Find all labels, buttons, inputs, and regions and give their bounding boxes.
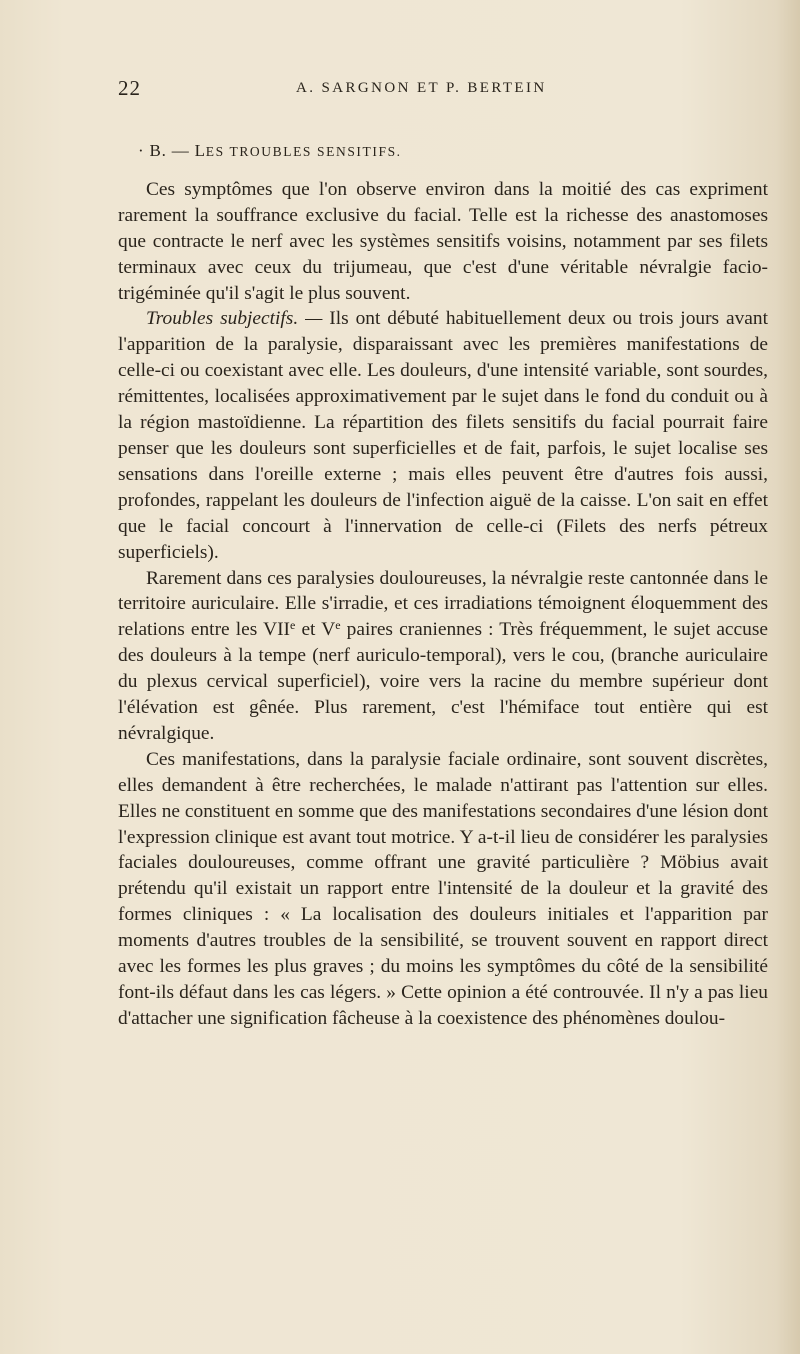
pair-et: et: [301, 619, 316, 641]
paragraph-1: Ces symptômes que l'on observe environ dans la moitié des cas expriment rarement la souffrance exclusive du facial. Telle est la richesse des anastomoses que contracte le nerf avec les systèmes sensitifs voisins, notamment par ses filets terminaux avec ceux du trijumeau, que c'est d'une véritable névralgie facio-trigéminée qu'il s'agit le plus souvent.: [118, 178, 768, 304]
section-title: ES TROUBLES SENSITIFS.: [205, 144, 402, 159]
paragraph-3: [118, 566, 768, 747]
page-body: [118, 138, 768, 1032]
pair-number-2: V: [321, 619, 336, 641]
paragraph-3-rest: paires craniennes : Très fréquemment, le sujet accuse des douleurs à la tempe (nerf auriculo-temporal), vers le cou, (branche auriculaire du plexus cervical superficiel), voire vers la racine du membre supérieur dont l'élévation est gênée. Plus rarement, c'est l'hémiface tout entière qui est névralgique.: [118, 619, 768, 744]
pair-number-1: VII: [263, 619, 290, 641]
running-head: A. SARGNON ET P. BERTEIN: [296, 80, 547, 96]
pair-sup-1: e: [289, 618, 296, 633]
subheading: Troubles subjectifs. —: [146, 308, 323, 330]
page-header: [118, 76, 768, 104]
paragraph-4: Ces manifestations, dans la paralysie faciale ordinaire, sont souvent discrètes, elles demandent à être recherchées, le malade n'attirant pas l'attention sur elles. Elles ne constituent en somme que des manifestations secondaires d'une lésion dont l'expression clinique est avant tout motrice. Y a-t-il lieu de considérer les paralysies faciales douloureuses, comme offrant une gravité particulière ? Möbius avait prétendu qu'il existait un rapport entre l'intensité de la douleur et la gravité des formes cliniques : « La localisation des douleurs initiales et l'apparition par moments d'autres troubles de la sensibilité, se trouvent souvent en rapport direct avec les formes les plus graves ; du moins les symptômes du côté de la sensibilité font-ils défaut dans les cas légers. » Cette opinion a été controuvée. Il n'y a pas lieu d'attacher une signification fâcheuse à la coexistence des phénomènes doulou-: [118, 748, 768, 1029]
section-label: · B. — L: [138, 141, 206, 160]
section-heading: [138, 138, 768, 165]
paragraph-2-text: Ils ont débuté habituellement deux ou trois jours avant l'apparition de la paralysie, disparaissant avec les premières manifestations de celle-ci ou coexistant avec elle. Les douleurs, d'une intensité variable, sont sourdes, rémittentes, localisées approximativement par le sujet dans le fond du conduit ou à la région mastoïdienne. La répartition des filets sensitifs du facial pourrait faire penser que les douleurs sont superficielles et de fait, parfois, le sujet localise ses sensations dans l'oreille externe ; mais elles peuvent être d'autres fois aussi, profondes, rappelant les douleurs de l'infection aiguë de la caisse. L'on sait en effet que le facial concourt à l'innervation de celle-ci (Filets des nerfs pétreux superficiels).: [118, 308, 768, 563]
page-number: 22: [118, 76, 141, 100]
paragraph-3-text: Rarement dans ces paralysies douloureuses, la névralgie reste cantonnée dans le territoire auriculaire. Elle s'irradie, et ces irradiations témoignent éloquemment des relations entre les: [118, 567, 768, 641]
pair-sup-2: e: [335, 618, 341, 633]
paragraph-2: [118, 306, 768, 565]
